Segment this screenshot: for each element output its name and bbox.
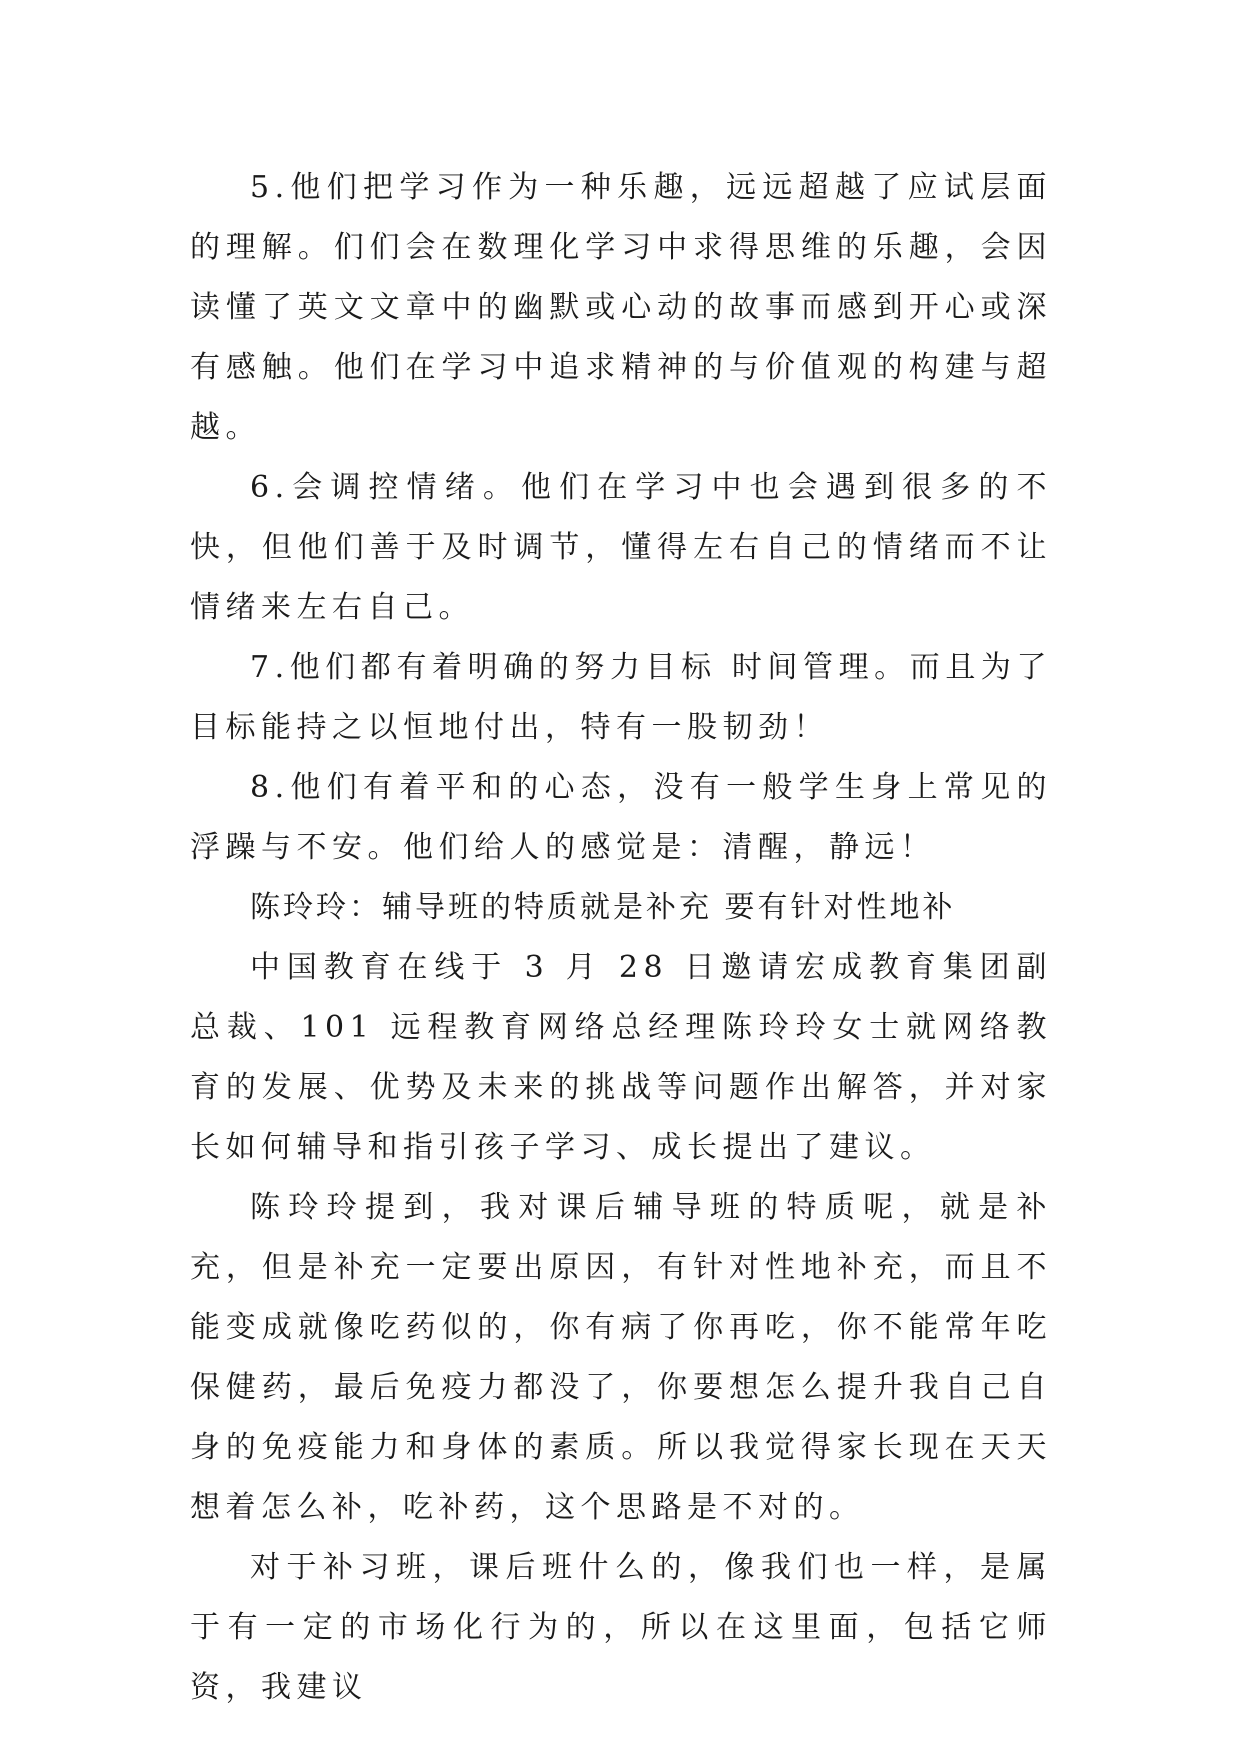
section-heading: 陈玲玲：辅导班的特质就是补充 要有针对性地补: [250, 890, 956, 925]
paragraph-point-5: 5.他们把学习作为一种乐趣，远远超越了应试层面的理解。们们会在数理化学习中求得思维的乐趣，会因读懂了英文文章中的幽默或心动的故事而感到开心或深有感触。他们在学习中追求精神的与价值观的构建与超越。: [190, 170, 1052, 445]
paragraph-tutoring: 对于补习班，课后班什么的，像我们也一样，是属于有一定的市场化行为的，所以在这里面，包括它师资，我建议: [190, 1550, 1052, 1705]
paragraph-point-8: 8.他们有着平和的心态，没有一般学生身上常见的浮躁与不安。他们给人的感觉是：清醒，静远！: [190, 770, 1052, 865]
paragraph-point-7: 7.他们都有着明确的努力目标 时间管理。而且为了目标能持之以恒地付出，特有一股韧劲！: [190, 650, 1052, 745]
paragraph-quote: 陈玲玲提到，我对课后辅导班的特质呢，就是补充，但是补充一定要出原因，有针对性地补充，而且不能变成就像吃药似的，你有病了你再吃，你不能常年吃保健药，最后免疫力都没了，你要想怎么提升我自己自身的免疫能力和身体的素质。所以我觉得家长现在天天想着怎么补，吃补药，这个思路是不对的。: [190, 1190, 1052, 1525]
document-body: [190, 158, 1052, 1718]
paragraph-point-6: 6.会调控情绪。他们在学习中也会遇到很多的不快，但他们善于及时调节，懂得左右自己的情绪而不让情绪来左右自己。: [190, 470, 1052, 625]
paragraph-intro: 中国教育在线于 3 月 28 日邀请宏成教育集团副总裁、101 远程教育网络总经理陈玲玲女士就网络教育的发展、优势及未来的挑战等问题作出解答，并对家长如何辅导和指引孩子学习、成长提出了建议。: [190, 950, 1052, 1165]
